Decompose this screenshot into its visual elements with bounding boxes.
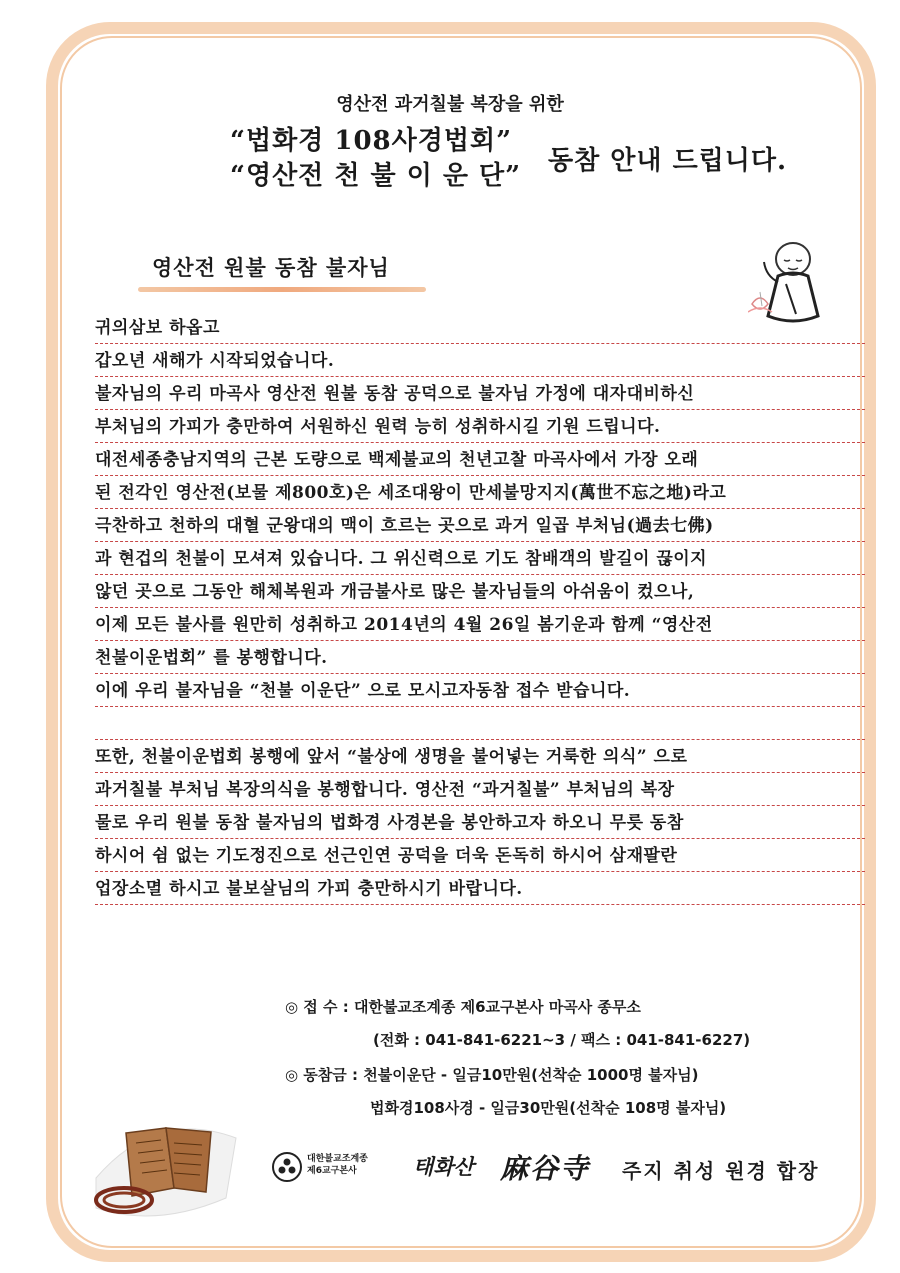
letter-line: 귀의삼보 하옵고 xyxy=(95,311,865,344)
temple-name xyxy=(307,1153,368,1177)
letter-line: 또한, 천불이운법회 봉행에 앞서 “불상에 생명을 불어넣는 거룩한 의식” 으로 xyxy=(95,740,865,773)
letter-line: 불자님의 우리 마곡사 영산전 원불 동참 공덕으로 불자님 가정에 대자대비하신 xyxy=(95,377,865,410)
letter-line: 극찬하고 천하의 대혈 군왕대의 맥이 흐르는 곳으로 과거 일곱 부처님(過去七佛) xyxy=(95,509,865,542)
title-side: 동참 안내 드립니다. xyxy=(548,146,788,176)
fee-info-2: 법화경108사경 - 일금30만원(선착순 108명 불자님) xyxy=(370,1099,727,1117)
letter-line: 하시어 쉼 없는 기도정진으로 선근인연 공덕을 더욱 돈독히 하시어 삼재팔란 xyxy=(95,839,865,872)
letter-line: 과거칠불 부처님 복장의식을 봉행합니다. 영산전 “과거칠불” 부처님의 복장 xyxy=(95,773,865,806)
letter-body xyxy=(95,311,865,905)
reception-info: ◎ 접 수 : 대한불교조계종 제6교구본사 마곡사 종무소 xyxy=(285,998,641,1016)
letter-line: 부처님의 가피가 충만하여 서원하신 원력 능히 성취하시길 기원 드립니다. xyxy=(95,410,865,443)
temple-parish: 제6교구본사 xyxy=(307,1166,357,1176)
letter-line: 천불이운법회” 를 봉행합니다. xyxy=(95,641,865,674)
title-line-1: “법화경 108사경법회” xyxy=(230,126,513,156)
letter-line: 갑오년 새해가 시작되었습니다. xyxy=(95,344,865,377)
title-line-2: “영산전 천 불 이 운 단” xyxy=(230,161,522,191)
mountain-name: 태화산 xyxy=(413,1154,474,1179)
letter-line: 이에 우리 불자님을 “천불 이운단” 으로 모시고자동참 접수 받습니다. xyxy=(95,674,865,707)
letter-line: 않던 곳으로 그동안 해체복원과 개금불사로 많은 불자님들의 아쉬움이 컸으나, xyxy=(95,575,865,608)
temple-emblem-icon xyxy=(272,1152,302,1182)
letter-line: 된 전각인 영산전(보물 제800호)은 세조대왕이 만세불망지지(萬世不忘之地)라고 xyxy=(95,476,865,509)
sutra-book-illustration xyxy=(86,1108,246,1223)
letter-line: 물로 우리 원불 동참 불자님의 법화경 사경본을 봉안하고자 하오니 무릇 동참 xyxy=(95,806,865,839)
letter-line: 이제 모든 불사를 원만히 성취하고 2014년의 4월 26일 봄기운과 함께 “영산전 xyxy=(95,608,865,641)
letter-line: 과 현겁의 천불이 모셔져 있습니다. 그 위신력으로 기도 참배객의 발길이 끊이지 xyxy=(95,542,865,575)
subtitle: 영산전 과거칠불 복장을 위한 xyxy=(336,94,564,115)
letter-line: 업장소멸 하시고 불보살님의 가피 충만하시기 바랍니다. xyxy=(95,872,865,905)
greeting: 영산전 원불 동참 불자님 xyxy=(152,255,390,280)
letter-line: 대전세종충남지역의 근본 도량으로 백제불교의 천년고찰 마곡사에서 가장 오래 xyxy=(95,443,865,476)
letter-line-blank xyxy=(95,707,865,740)
fee-info-1: ◎ 동참금 : 천불이운단 - 일금10만원(선착순 1000명 불자님) xyxy=(285,1066,699,1084)
temple-signature: 麻谷寺 xyxy=(500,1152,591,1185)
temple-order: 대한불교조계종 xyxy=(307,1154,368,1164)
contact-info: (전화 : 041-841-6221~3 / 팩스 : 041-841-6227) xyxy=(373,1031,751,1049)
greeting-underline xyxy=(138,287,426,292)
closing-signoff: 주지 취성 원경 합장 xyxy=(622,1159,820,1183)
